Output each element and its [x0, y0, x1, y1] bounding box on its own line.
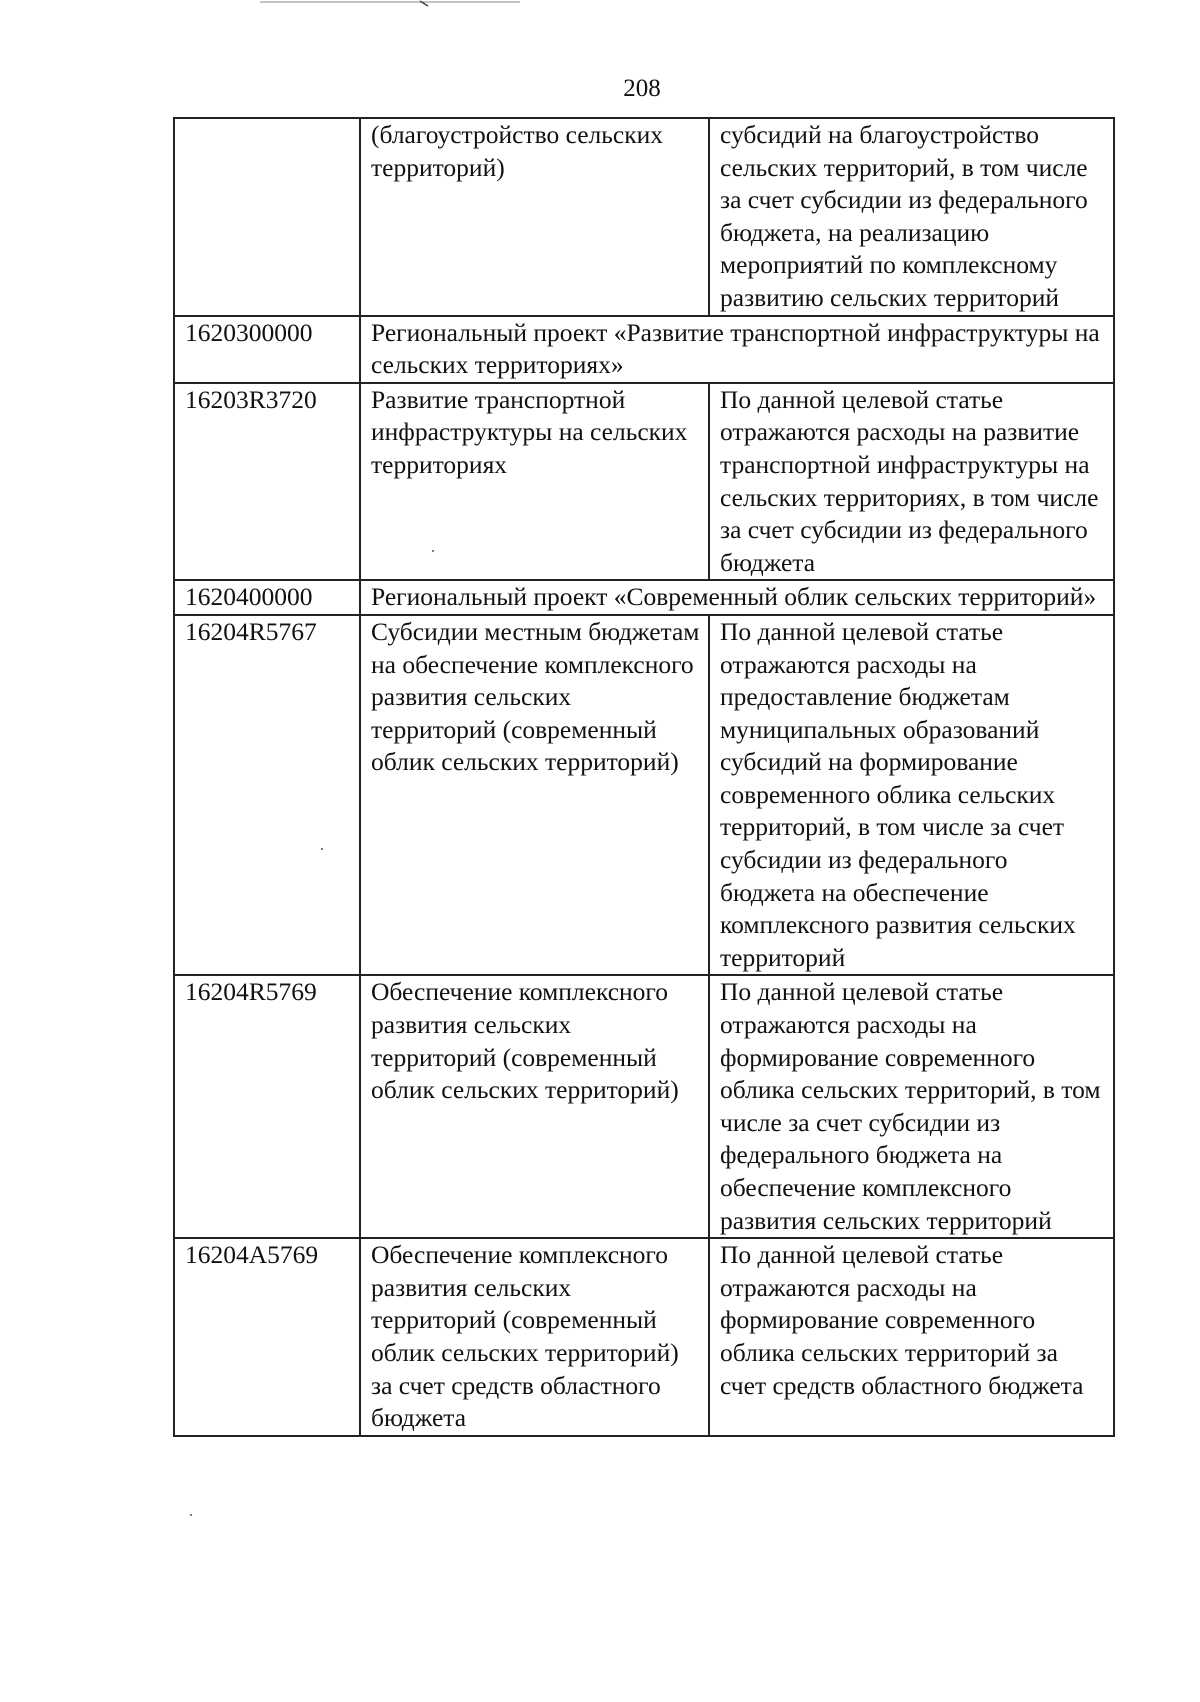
table-row [174, 975, 1114, 1238]
row-code: 16204A5769 [185, 1240, 319, 1270]
scan-speck [432, 550, 434, 552]
page-number: 208 [623, 75, 661, 102]
row-code: 16204R5769 [185, 977, 317, 1007]
row-description: По данной целевой статье отражаются расходы на предоставление бюджетам муниципальных образований субсидий на формирование современного облика сельских территорий, в том числе за счет субсидии из федерального бюджета на обеспечение комплексного развития сельских территорий [720, 616, 1076, 972]
row-code-cell [174, 580, 360, 615]
scan-speck [321, 848, 323, 850]
row-name: Развитие транспортной инфраструктуры на сельских территориях [371, 384, 688, 479]
project-title-cell [360, 580, 1114, 615]
row-description: По данной целевой статье отражаются расходы на формирование современного облика сельских территорий, в том числе за счет субсидии из федерального бюджета на обеспечение комплексного развития сельских территорий [720, 977, 1101, 1235]
row-code: 1620300000 [185, 317, 313, 347]
scan-speck [190, 1514, 192, 1516]
row-code: 16203R3720 [185, 384, 317, 414]
table-row-project [174, 316, 1114, 383]
row-code-cell [174, 316, 360, 383]
row-code-cell [174, 383, 360, 581]
row-description: По данной целевой статье отражаются расходы на формирование современного облика сельских территорий за счет средств областного бюджета [720, 1240, 1084, 1400]
row-code-cell [174, 615, 360, 976]
scan-artifact-mark [0, 0, 1200, 10]
row-description: субсидий на благоустройство сельских территорий, в том числе за счет субсидии из федерального бюджета, на реализацию мероприятий по комплексному развитию сельских территорий [720, 120, 1088, 312]
row-desc-cell [709, 383, 1114, 581]
project-title: Региональный проект «Современный облик сельских территорий» [371, 582, 1097, 612]
row-code: 1620400000 [185, 582, 313, 612]
row-code-cell [174, 1238, 360, 1436]
row-name-cell [360, 383, 709, 581]
row-name-cell [360, 118, 709, 316]
row-name-cell [360, 1238, 709, 1436]
row-desc-cell [709, 615, 1114, 976]
budget-classification-table [173, 117, 1115, 1437]
row-name-cell [360, 975, 709, 1238]
table-row-project [174, 580, 1114, 615]
row-description: По данной целевой статье отражаются расходы на развитие транспортной инфраструктуры на сельских территориях, в том числе за счет субсидии из федерального бюджета [720, 384, 1099, 577]
row-name: Субсидии местным бюджетам на обеспечение комплексного развития сельских территорий (современный облик сельских территорий) [371, 616, 700, 777]
row-name-cell [360, 615, 709, 976]
table-row [174, 118, 1114, 316]
row-code-cell [174, 118, 360, 316]
row-name: Обеспечение комплексного развития сельских территорий (современный облик сельских территорий) [371, 977, 679, 1105]
table-row [174, 615, 1114, 976]
project-title-cell [360, 316, 1114, 383]
row-code-cell [174, 975, 360, 1238]
table-row [174, 1238, 1114, 1436]
project-title: Региональный проект «Развитие транспортной инфраструктуры на сельских территориях» [371, 317, 1100, 380]
row-name: Обеспечение комплексного развития сельских территорий (современный облик сельских территорий) за счет средств областного бюджета [371, 1240, 679, 1433]
row-desc-cell [709, 975, 1114, 1238]
row-code: 16204R5767 [185, 616, 317, 646]
row-desc-cell [709, 118, 1114, 316]
row-name: (благоустройство сельских территорий) [371, 120, 664, 182]
row-desc-cell [709, 1238, 1114, 1436]
table-row [174, 383, 1114, 581]
